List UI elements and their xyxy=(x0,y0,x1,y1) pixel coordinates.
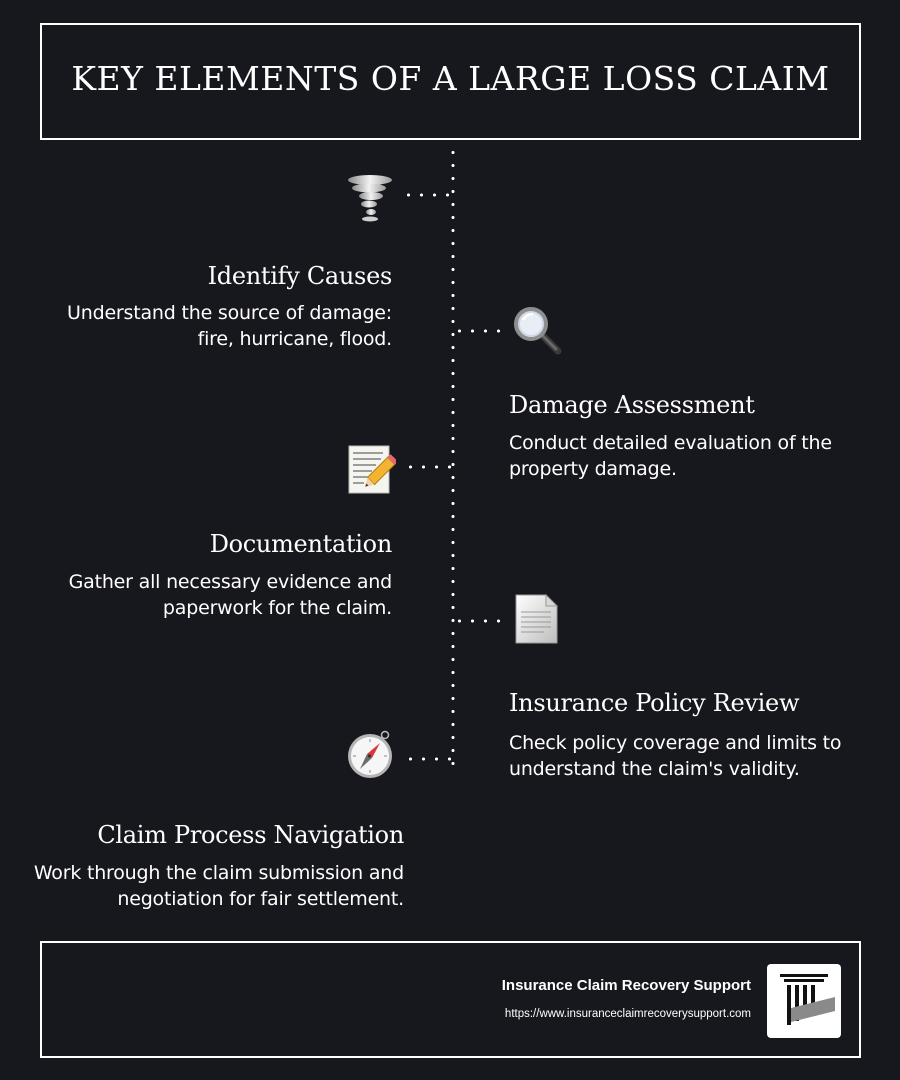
brand-name: Insurance Claim Recovery Support xyxy=(501,977,751,994)
step-desc-identify-causes: Understand the source of damage: fire, hurricane, flood. xyxy=(67,302,392,350)
footer-banner xyxy=(40,941,861,1058)
connector-insurance-policy-review xyxy=(453,619,505,623)
tornado-icon xyxy=(345,173,395,223)
timeline-dotted-line xyxy=(451,146,455,766)
step-desc-damage-assessment: Conduct detailed evaluation of the property damage. xyxy=(509,432,832,480)
header-banner xyxy=(40,23,861,140)
memo-pencil-icon xyxy=(346,444,396,494)
step-desc-documentation: Gather all necessary evidence and paperwork for the claim. xyxy=(68,571,392,619)
step-heading-damage-assessment: Damage Assessment xyxy=(509,391,755,419)
connector-damage-assessment xyxy=(453,329,505,333)
step-desc-claim-process-navigation: Work through the claim submission and negotiation for fair settlement. xyxy=(33,862,404,910)
brand-url[interactable]: https://www.insuranceclaimrecoverysupport.com xyxy=(504,1008,751,1020)
connector-claim-process-navigation xyxy=(404,757,454,761)
step-heading-identify-causes: Identify Causes xyxy=(207,262,392,290)
document-icon xyxy=(512,594,562,644)
step-desc-insurance-policy-review: Check policy coverage and limits to understand the claim's validity. xyxy=(509,732,842,780)
page-title: KEY ELEMENTS OF A LARGE LOSS CLAIM xyxy=(71,59,830,98)
connector-documentation xyxy=(404,465,454,469)
step-heading-claim-process-navigation: Claim Process Navigation xyxy=(97,821,404,849)
compass-icon xyxy=(345,729,395,779)
step-heading-documentation: Documentation xyxy=(209,530,392,558)
pillar-logo-icon xyxy=(767,964,841,1038)
connector-identify-causes xyxy=(402,193,454,197)
step-heading-insurance-policy-review: Insurance Policy Review xyxy=(509,689,800,717)
magnifying-glass-icon xyxy=(512,305,562,355)
